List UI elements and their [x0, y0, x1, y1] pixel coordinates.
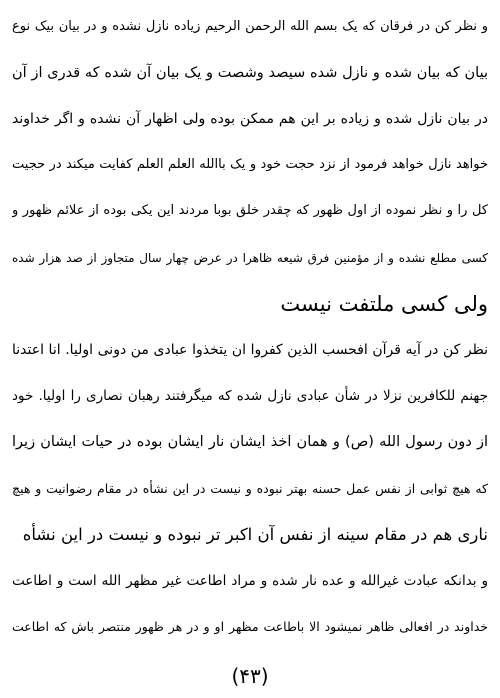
text-line-14: خداوند در افعالی ظاهر نمیشود الا باطاعت مظهر او و در هر ظهور منتصر باش که اطاعت	[12, 619, 488, 634]
text-line-8: نظر کن در آیه قرآن افحسب الذین کفروا ان یتخذوا عبادی من دونی اولیا. انا اعتدنا	[12, 342, 488, 358]
text-line-1: و نظر کن در فرقان که یک بسم الله الرحمن الرحیم زیاده نازل نشده و در بیان بیک نوع	[12, 19, 488, 34]
text-line-3: در بیان نازل شده و زیاده بر این هم ممکن بوده ولی اظهار آن نشده و اگر خداوند	[12, 111, 488, 127]
text-line-7: ولی کسی ملتفت نیست	[280, 292, 488, 316]
text-line-2: بیان که بیان شده و نازل شده سیصد وشصت و یک بیان آن شده که قدری از آن	[12, 65, 488, 81]
text-line-11: که هیچ ثوابی از نفس عمل حسنه بهتر نبوده و نیست در این نشأه در مقام رضوانیت و هیچ	[12, 481, 488, 496]
page-number: (۴۳)	[231, 664, 269, 688]
text-line-12: ناری هم در مقام سینه از نفس آن اکبر تر نبوده و نیست در این نشأه	[22, 525, 488, 544]
text-line-10: از دون رسول الله (ص) و همان اخذ ایشان نار ایشان بوده در حیات ایشان زیرا	[12, 434, 488, 450]
text-line-4: خواهد نازل خواهد فرمود از نزد حجت خود و یک باالله العلم العلم کفایت میکند در حجیت	[12, 157, 488, 172]
text-line-5: کل را و نظر نموده از اول ظهور که چقدر خلق بوبا مردند این یکی بوده از علائم ظهور و	[12, 203, 488, 218]
text-line-13: و بدانکه عبادت غیرالله و عده نار شده و مراد اطاعت غیر مظهر الله است و اطاعت	[12, 573, 488, 589]
text-line-9: جهنم للکافرین نزلا در شأن عبادی نازل شده که میگرفتند رهبان نصاری را اولیا. خود	[12, 388, 488, 404]
text-line-6: کسی مطلع نشده و از مؤمنین فرق شیعه ظاهرا در عرض چهار سال متجاوز از صد هزار شده	[12, 251, 488, 265]
